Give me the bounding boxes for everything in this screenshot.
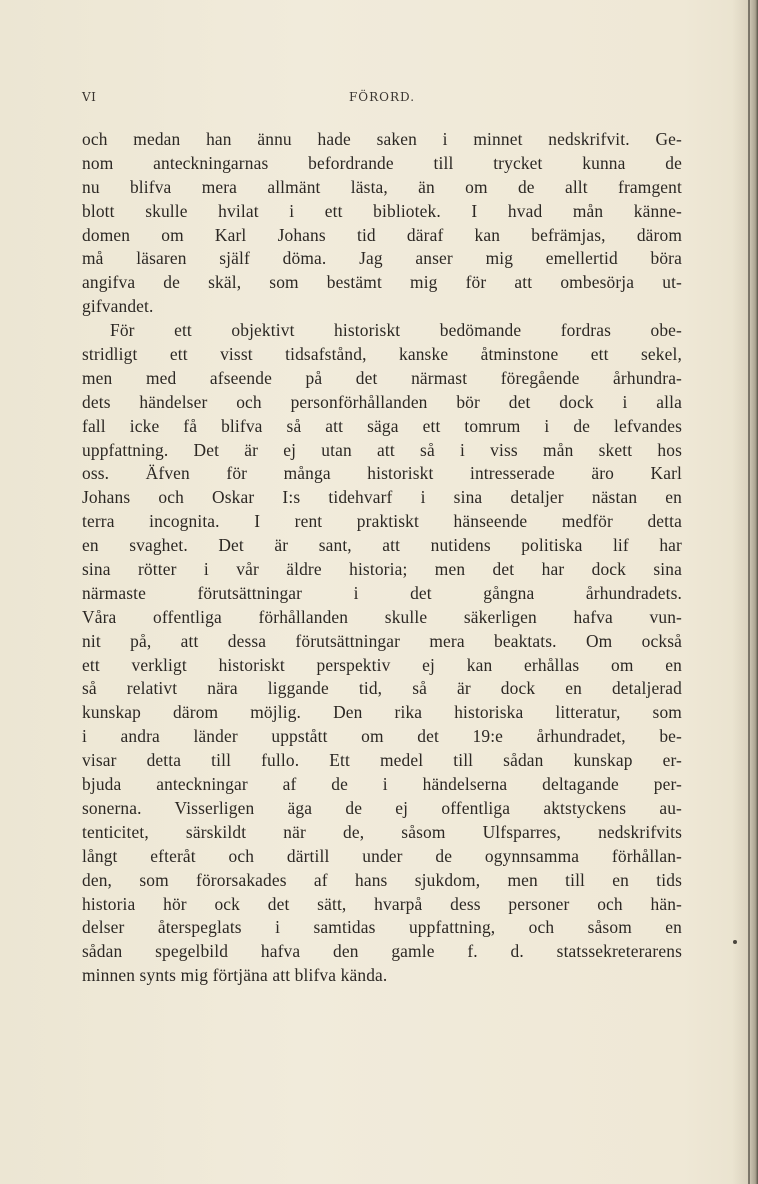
text-line: terra incognita. I rent praktiskt hänseende medför detta <box>82 511 682 532</box>
text-line: stridligt ett visst tidsafstånd, kanske åtminstone ett sekel, <box>82 344 682 365</box>
text-line: nit på, att dessa förutsättningar mera beaktats. Om också <box>82 630 682 651</box>
text-line: Johans och Oskar I:s tidehvarf i sina detaljer nästan en <box>82 487 682 508</box>
text-line: sådan spegelbild hafva den gamle f. d. statssekreterarens <box>82 941 682 962</box>
text-line: i andra länder uppstått om det 19:e århundradet, be- <box>82 726 682 747</box>
text-line: långt efteråt och därtill under de ogynnsamma förhållan- <box>82 845 682 866</box>
text-line: sonerna. Visserligen äga de ej offentliga aktstyckens au- <box>82 797 682 818</box>
text-line: visar detta till fullo. Ett medel till sådan kunskap er- <box>82 750 682 771</box>
text-line: ett verkligt historiskt perspektiv ej kan erhållas om en <box>82 654 682 675</box>
page-edge-shadow <box>732 0 758 1184</box>
text-line: fall icke få blifva så att säga ett tomrum i de lefvandes <box>82 415 682 436</box>
running-head: FÖRORD. <box>348 90 416 104</box>
text-line: tenticitet, särskildt när de, såsom Ulfsparres, nedskrifvits <box>82 821 682 842</box>
text-line: en svaghet. Det är sant, att nutidens politiska lif har <box>82 535 682 556</box>
page-number: VI <box>82 90 97 104</box>
page-edge-line <box>748 0 750 1184</box>
text-line: blott skulle hvilat i ett bibliotek. I hvad mån känne- <box>82 200 682 221</box>
text-line: oss. Äfven för många historiskt intresserade äro Karl <box>82 463 682 484</box>
text-line: sina rötter i vår äldre historia; men det har dock sina <box>82 559 682 580</box>
text-line: men med afseende på det närmast föregående århundra- <box>82 367 682 388</box>
text-line: den, som förorsakades af hans sjukdom, men till en tids <box>82 869 682 890</box>
text-line: delser återspeglats i samtidas uppfattning, och såsom en <box>82 917 682 938</box>
text-line: angifva de skäl, som bestämt mig för att ombesörja ut- <box>82 272 682 293</box>
text-line: dets händelser och personförhållanden bör det dock i alla <box>82 391 682 412</box>
text-line: kunskap därom möjlig. Den rika historiska litteratur, som <box>82 702 682 723</box>
text-line: närmaste förutsättningar i det gångna århundradets. <box>82 582 682 603</box>
body-text <box>82 128 682 988</box>
text-line: uppfattning. Det är ej utan att så i viss mån skett hos <box>82 439 682 460</box>
text-line: minnen synts mig förtjäna att blifva kända. <box>82 965 388 986</box>
text-line: gifvandet. <box>82 296 154 317</box>
text-line: nu blifva mera allmänt lästa, än om de allt framgent <box>82 176 682 197</box>
text-line: och medan han ännu hade saken i minnet nedskrifvit. Ge- <box>82 129 682 149</box>
text-line: historia hör ock det sätt, hvarpå dess personer och hän- <box>82 893 682 914</box>
page-header <box>82 90 682 110</box>
text-line: nom anteckningarnas befordrande till trycket kunna de <box>82 152 682 173</box>
text-line: så relativt nära liggande tid, så är dock en detaljerad <box>82 678 682 699</box>
text-line: För ett objektivt historiskt bedömande fordras obe- <box>110 320 682 341</box>
text-line: må läsaren själf döma. Jag anser mig emellertid böra <box>82 248 682 269</box>
text-line: Våra offentliga förhållanden skulle säkerligen hafva vun- <box>82 606 682 627</box>
text-line: domen om Karl Johans tid däraf kan befrämjas, därom <box>82 224 682 245</box>
text-line: bjuda anteckningar af de i händelserna deltagande per- <box>82 774 682 795</box>
